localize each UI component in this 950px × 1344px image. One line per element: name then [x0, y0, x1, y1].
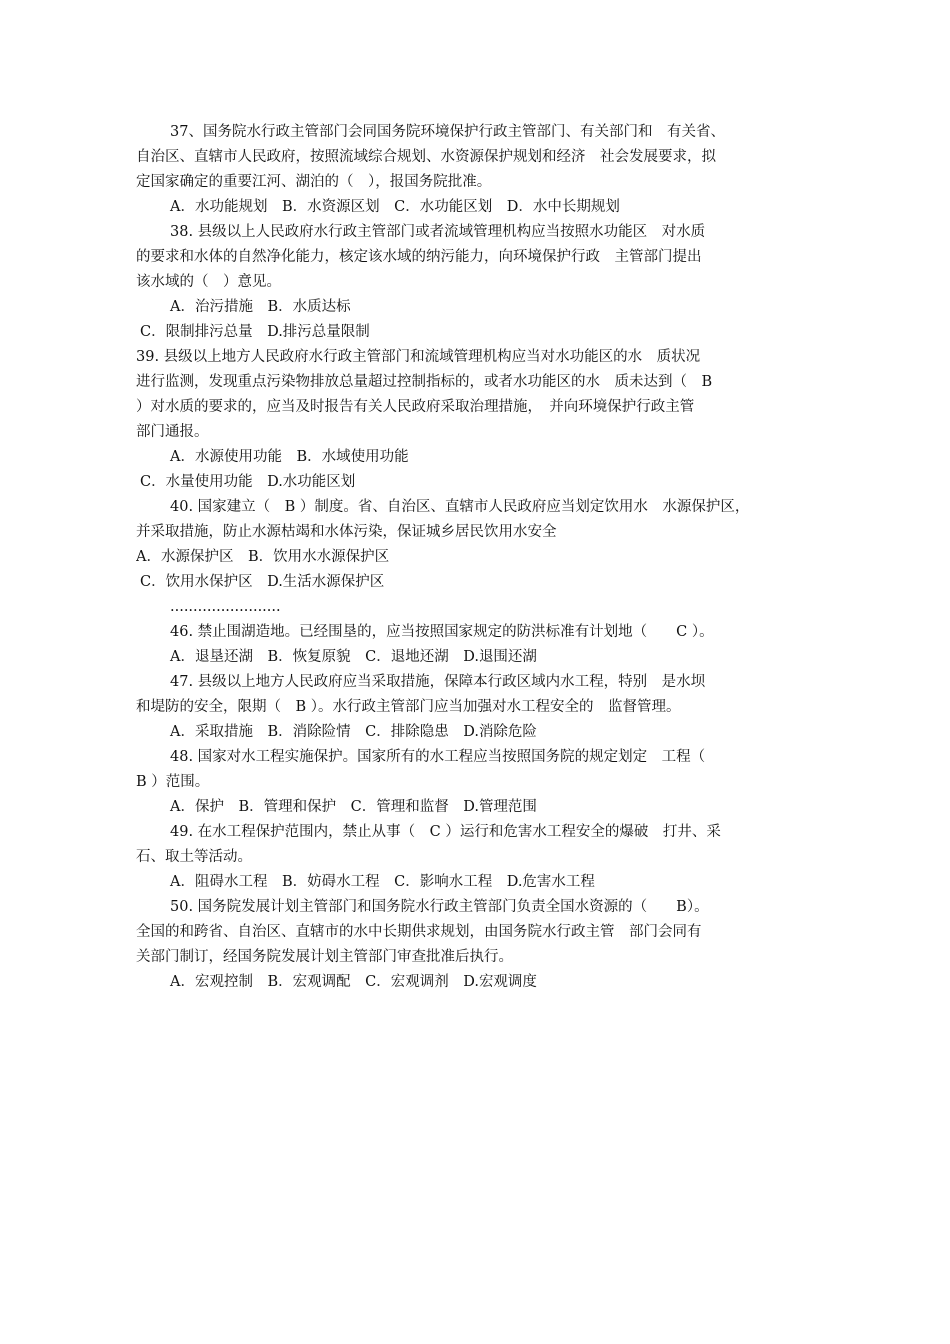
- text-line: ）对水质的要求的，应当及时报告有关人民政府采取治理措施， 并向环境保护行政主管: [136, 399, 695, 415]
- text-line: 38. 县级以上人民政府水行政主管部门或者流域管理机构应当按照水功能区 对水质: [170, 224, 706, 240]
- text-line: 的要求和水体的自然净化能力，核定该水域的纳污能力，向环境保护行政 主管部门提出: [136, 249, 702, 265]
- text-line: B ）范围。: [136, 774, 210, 790]
- text-line: A．阻碍水工程 B．妨碍水工程 C．影响水工程 D.危害水工程: [170, 874, 595, 890]
- text-line: 49. 在水工程保护范围内，禁止从事（ C ）运行和危害水工程安全的爆破 打井、采: [170, 824, 721, 840]
- text-line: A．水源使用功能 B．水域使用功能: [170, 449, 409, 465]
- text-line: 50. 国务院发展计划主管部门和国务院水行政主管部门负责全国水资源的（ B）。: [170, 899, 709, 915]
- text-line: A．退垦还湖 B．恢复原貌 C．退地还湖 D.退围还湖: [170, 649, 537, 665]
- text-line: C．饮用水保护区 D.生活水源保护区: [140, 574, 385, 590]
- text-line: 石、取土等活动。: [136, 849, 252, 865]
- text-line: 定国家确定的重要江河、湖泊的（ ），报国务院批准。: [136, 174, 492, 190]
- text-line: 部门通报。: [136, 424, 209, 440]
- text-line: 该水域的（ ）意见。: [136, 274, 281, 290]
- text-line: 40. 国家建立（ B ）制度。省、自治区、直辖市人民政府应当划定饮用水 水源保护区，: [170, 499, 750, 515]
- text-line: ........................: [170, 599, 281, 615]
- text-line: 47. 县级以上地方人民政府应当采取措施，保障本行政区域内水工程，特别 是水坝: [170, 674, 706, 690]
- text-line: 48. 国家对水工程实施保护。国家所有的水工程应当按照国务院的规定划定 工程（: [170, 749, 706, 765]
- text-line: 39. 县级以上地方人民政府水行政主管部门和流域管理机构应当对水功能区的水 质状况: [136, 349, 701, 365]
- document-body: [136, 120, 788, 995]
- text-line: 并采取措施，防止水源枯竭和水体污染，保证城乡居民饮用水安全: [136, 524, 557, 540]
- text-line: 46. 禁止围湖造地。已经围垦的，应当按照国家规定的防洪标准有计划地（ C ）。: [170, 624, 714, 640]
- text-line: C．限制排污总量 D.排污总量限制: [140, 324, 370, 340]
- text-line: A．采取措施 B．消除险情 C．排除隐患 D.消除危险: [170, 724, 537, 740]
- text-line: 和堤防的安全，限期（ B ）。水行政主管部门应当加强对水工程安全的 监督管理。: [136, 699, 681, 715]
- text-line: A．水源保护区 B．饮用水水源保护区: [136, 549, 390, 565]
- text-line: A．宏观控制 B．宏观调配 C．宏观调剂 D.宏观调度: [170, 974, 537, 990]
- text-line: 关部门制订，经国务院发展计划主管部门审查批准后执行。: [136, 949, 513, 965]
- text-line: 进行监测，发现重点污染物排放总量超过控制指标的，或者水功能区的水 质未达到（ B: [136, 374, 713, 390]
- text-line: A．水功能规划 B．水资源区划 C．水功能区划 D．水中长期规划: [170, 199, 620, 215]
- text-line: C．水量使用功能 D.水功能区划: [140, 474, 356, 490]
- text-line: 全国的和跨省、自治区、直辖市的水中长期供求规划，由国务院水行政主管 部门会同有: [136, 924, 702, 940]
- text-line: A．治污措施 B．水质达标: [170, 299, 351, 315]
- text-line: 37、国务院水行政主管部门会同国务院环境保护行政主管部门、有关部门和 有关省、: [170, 124, 725, 140]
- text-line: 自治区、直辖市人民政府，按照流域综合规划、水资源保护规划和经济 社会发展要求，拟: [136, 149, 716, 165]
- text-line: A．保护 B．管理和保护 C．管理和监督 D.管理范围: [170, 799, 537, 815]
